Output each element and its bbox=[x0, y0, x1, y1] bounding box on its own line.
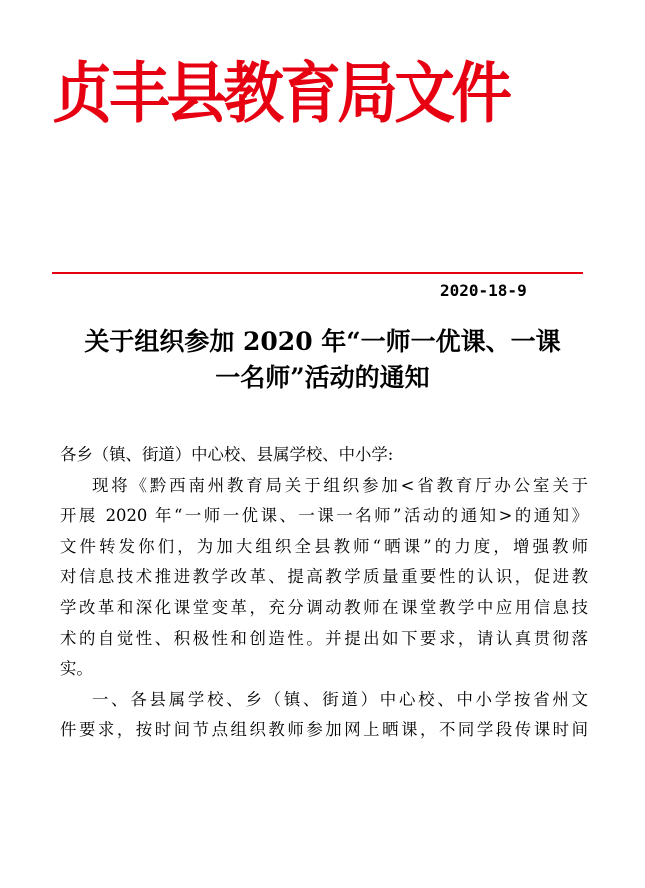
paragraph-2-line-1: 一、各县属学校、乡（镇、街道）中心校、中小学按省州文 bbox=[92, 689, 588, 709]
paragraph-1-line-4: 对信息技术推进教学改革、提高教学质量重要性的认识，促进教 bbox=[60, 567, 588, 587]
document-date: 2020-18-9 bbox=[440, 281, 527, 300]
document-title-line-1: 关于组织参加 2020 年“一师一优课、一课 bbox=[84, 327, 561, 356]
paragraph-1-line-7: 实。 bbox=[60, 659, 93, 679]
paragraph-1-line-3: 文件转发你们，为加大组织全县教师“晒课”的力度，增强教师 bbox=[60, 536, 588, 556]
document-title bbox=[60, 324, 585, 396]
paragraph-1-line-1: 现将《黔西南州教育局关于组织参加<省教育厅办公室关于 bbox=[92, 475, 588, 495]
paragraph-1-line-2: 开展 2020 年“一师一优课、一课一名师”活动的通知>的通知》 bbox=[60, 506, 588, 526]
paragraph-1-line-5: 学改革和深化课堂变革，充分调动教师在课堂教学中应用信息技 bbox=[60, 597, 588, 617]
red-divider-line bbox=[52, 272, 583, 274]
paragraph-2-line-2: 件要求，按时间节点组织教师参加网上晒课，不同学段传课时间 bbox=[60, 720, 588, 740]
issuer-header-title: 贞丰县教育局文件 bbox=[52, 55, 509, 132]
document-title-line-2: 一名师”活动的通知 bbox=[215, 363, 430, 392]
document-body bbox=[60, 440, 588, 746]
paragraph-1-line-6: 术的自觉性、积极性和创造性。并提出如下要求，请认真贯彻落 bbox=[60, 628, 588, 648]
salutation: 各乡（镇、街道）中心校、县属学校、中小学: bbox=[60, 445, 394, 464]
